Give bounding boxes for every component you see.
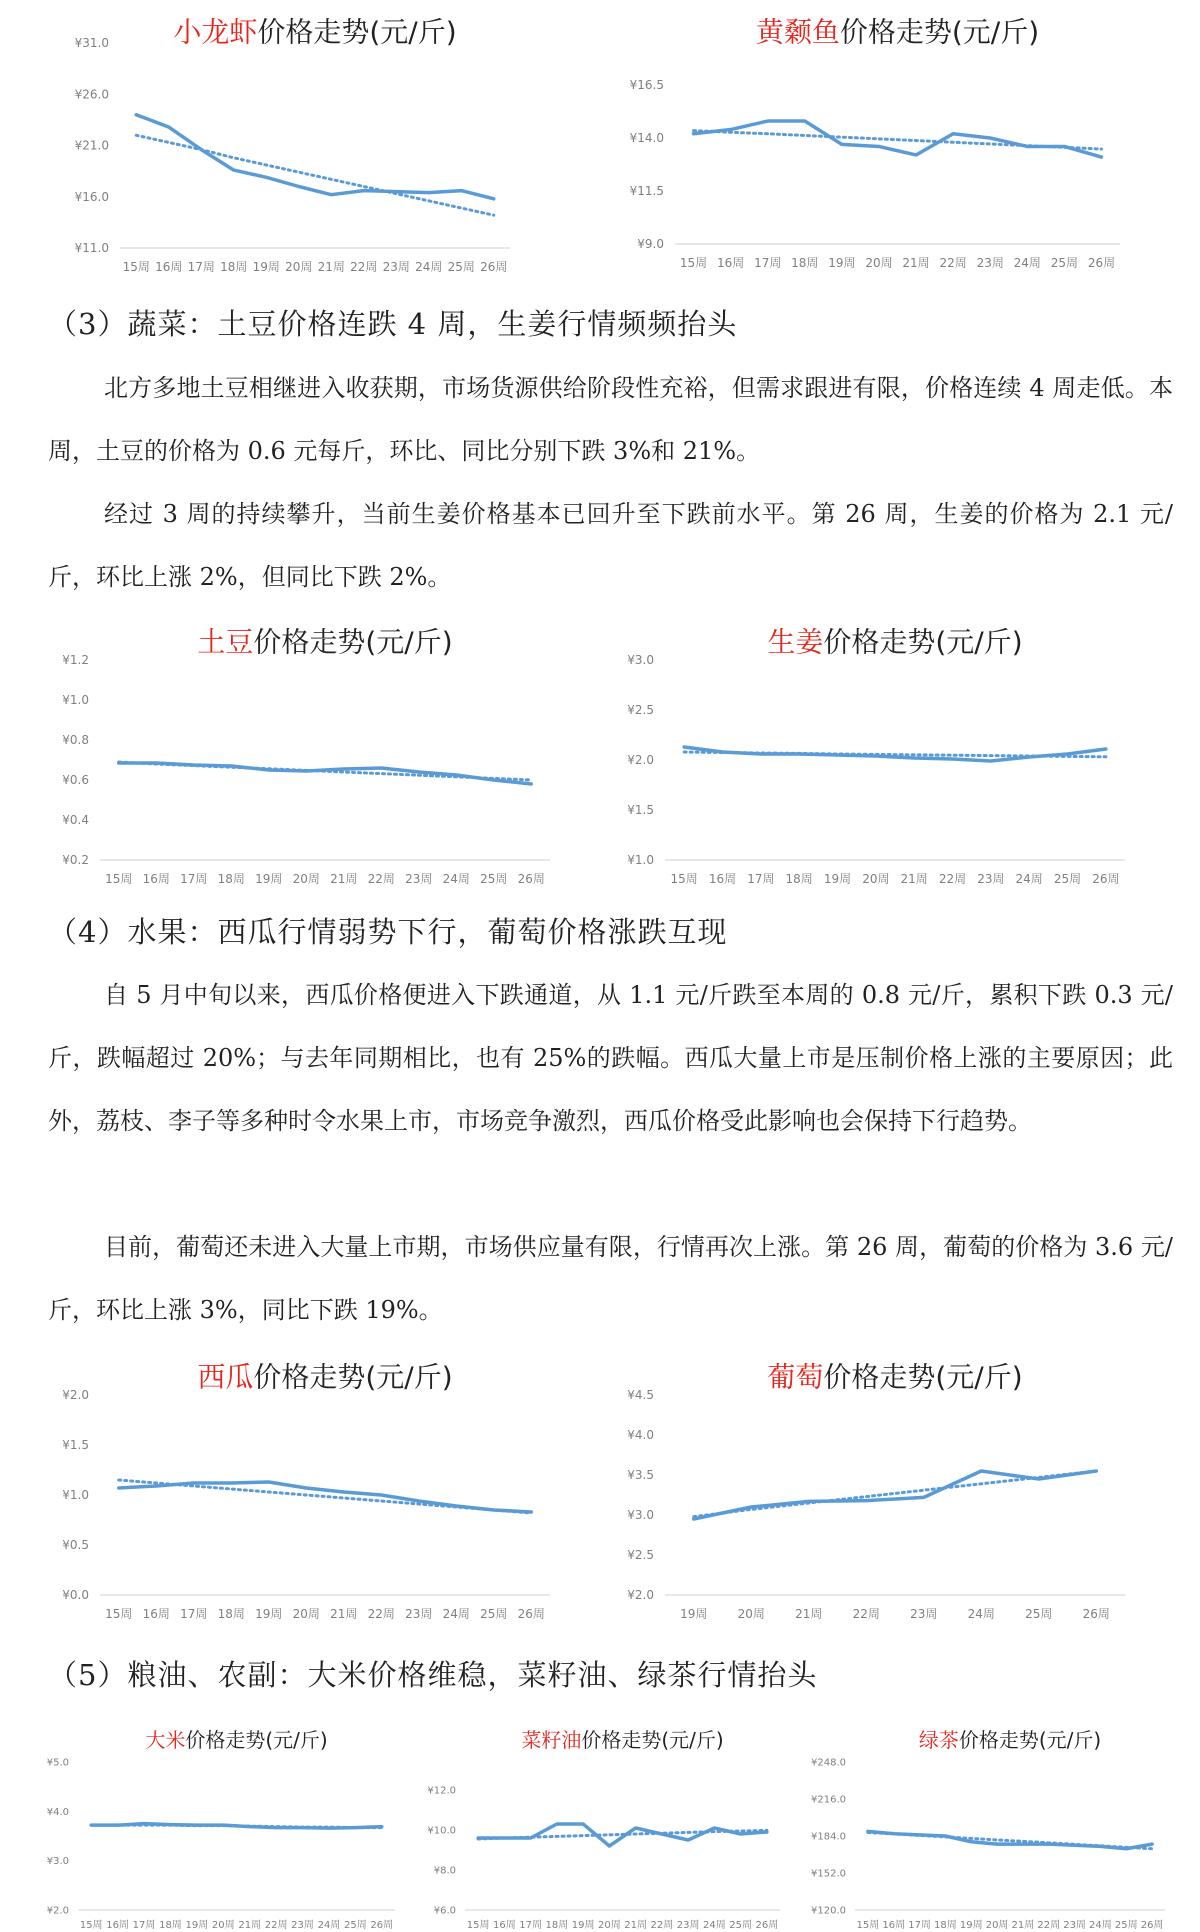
y-tick-label: ¥4.0 bbox=[46, 1806, 69, 1818]
chart-potato bbox=[0, 610, 560, 900]
y-tick-label: ¥3.0 bbox=[46, 1856, 69, 1868]
x-tick-label: 20周 bbox=[737, 1607, 765, 1621]
y-tick-label: ¥8.0 bbox=[433, 1865, 456, 1877]
y-tick-label: ¥2.5 bbox=[627, 703, 654, 718]
chart-title-rest: 价格走势(元/斤) bbox=[958, 1728, 1102, 1752]
x-tick-label: 19周 bbox=[255, 872, 283, 886]
chart-rice bbox=[0, 1720, 400, 1932]
x-tick-label: 25周 bbox=[480, 872, 508, 886]
y-tick-label: ¥0.2 bbox=[62, 853, 89, 868]
x-tick-label: 21周 bbox=[902, 256, 930, 270]
y-tick-label: ¥11.5 bbox=[629, 184, 664, 199]
y-tick-label: ¥0.4 bbox=[62, 813, 89, 828]
x-tick-label: 26周 bbox=[1140, 1920, 1164, 1931]
y-tick-label: ¥3.0 bbox=[627, 653, 654, 668]
x-tick-label: 16周 bbox=[493, 1920, 516, 1931]
x-tick-label: 20周 bbox=[211, 1920, 235, 1931]
x-tick-label: 22周 bbox=[1037, 1920, 1061, 1931]
x-tick-label: 21周 bbox=[795, 1607, 823, 1621]
chart-svg bbox=[610, 1345, 1200, 1635]
x-tick-label: 22周 bbox=[650, 1920, 674, 1931]
x-tick-label: 25周 bbox=[729, 1920, 752, 1931]
x-tick-label: 25周 bbox=[1025, 1607, 1053, 1621]
x-tick-label: 19周 bbox=[959, 1920, 983, 1931]
x-tick-label: 21周 bbox=[330, 872, 358, 886]
paragraph-grape: 目前，葡萄还未进入大量上市期，市场供应量有限，行情再次上涨。第 26 周，葡萄的价格为 3.6 元/斤，环比上涨 3%，同比下跌 19%。 bbox=[48, 1233, 1173, 1324]
chart-title bbox=[197, 625, 452, 658]
x-tick-label: 22周 bbox=[264, 1920, 288, 1931]
x-tick-label: 16周 bbox=[155, 260, 183, 274]
chart-svg bbox=[0, 1345, 560, 1635]
y-tick-label: ¥31.0 bbox=[74, 36, 109, 51]
x-tick-label: 24周 bbox=[1013, 256, 1041, 270]
chart-title-rest: 价格走势(元/斤) bbox=[839, 15, 1040, 49]
x-tick-label: 17周 bbox=[187, 260, 215, 274]
chart-watermelon bbox=[0, 1345, 560, 1635]
section-heading-grain: （5）粮油、农副：大米价格维稳，菜籽油、绿茶行情抬头 bbox=[48, 1658, 818, 1692]
y-tick-label: ¥2.0 bbox=[46, 1905, 69, 1917]
x-tick-label: 25周 bbox=[1114, 1920, 1138, 1931]
y-tick-label: ¥2.0 bbox=[627, 1588, 654, 1603]
y-tick-label: ¥5.0 bbox=[46, 1757, 69, 1769]
y-tick-label: ¥6.0 bbox=[433, 1905, 456, 1917]
x-tick-label: 24周 bbox=[1015, 872, 1043, 886]
x-tick-label: 24周 bbox=[442, 1607, 470, 1621]
chart-svg bbox=[610, 0, 1200, 290]
chart-title-rest: 价格走势(元/斤) bbox=[823, 1360, 1023, 1394]
x-tick-label: 26周 bbox=[1087, 256, 1116, 270]
x-tick-label: 15周 bbox=[670, 872, 698, 886]
x-tick-label: 15周 bbox=[122, 260, 150, 274]
y-tick-label: ¥120.0 bbox=[811, 1905, 846, 1917]
x-tick-label: 22周 bbox=[938, 872, 967, 886]
x-tick-label: 15周 bbox=[466, 1920, 490, 1931]
chart-title-highlight: 大米 bbox=[145, 1728, 186, 1752]
chart-title-rest: 价格走势(元/斤) bbox=[185, 1728, 328, 1752]
x-tick-label: 26周 bbox=[370, 1920, 394, 1931]
x-tick-label: 21周 bbox=[317, 260, 345, 274]
x-tick-label: 17周 bbox=[132, 1920, 156, 1931]
x-tick-label: 18周 bbox=[934, 1920, 957, 1931]
x-tick-label: 26周 bbox=[517, 1607, 545, 1621]
series-line bbox=[136, 115, 494, 199]
x-tick-label: 20周 bbox=[985, 1920, 1009, 1931]
section-heading-fruit: （4）水果：西瓜行情弱势下行，葡萄价格涨跌互现 bbox=[48, 915, 728, 949]
x-tick-label: 17周 bbox=[180, 1607, 208, 1621]
x-tick-label: 18周 bbox=[217, 1607, 245, 1621]
y-tick-label: ¥248.0 bbox=[811, 1757, 846, 1769]
x-tick-label: 17周 bbox=[180, 872, 208, 886]
x-tick-label: 16周 bbox=[716, 256, 745, 270]
x-tick-label: 25周 bbox=[480, 1607, 508, 1621]
x-tick-label: 18周 bbox=[159, 1920, 182, 1931]
x-tick-label: 16周 bbox=[106, 1920, 129, 1931]
x-tick-label: 20周 bbox=[285, 260, 313, 274]
x-tick-label: 21周 bbox=[900, 872, 928, 886]
chart-svg bbox=[610, 610, 1200, 900]
chart-title-rest: 价格走势(元/斤) bbox=[253, 1360, 453, 1394]
x-tick-label: 19周 bbox=[680, 1607, 708, 1621]
y-tick-label: ¥0.6 bbox=[62, 773, 89, 788]
x-tick-label: 24周 bbox=[967, 1607, 995, 1621]
chart-svg bbox=[0, 0, 560, 290]
y-tick-label: ¥1.0 bbox=[62, 1488, 89, 1503]
chart-title bbox=[145, 1728, 327, 1752]
chart-title bbox=[756, 15, 1039, 48]
x-tick-label: 23周 bbox=[1063, 1920, 1086, 1931]
x-tick-label: 19周 bbox=[185, 1920, 209, 1931]
y-tick-label: ¥152.0 bbox=[811, 1868, 846, 1880]
y-tick-label: ¥21.0 bbox=[74, 138, 109, 153]
chart-rapeseed-oil bbox=[400, 1720, 790, 1932]
paragraph-ginger: 经过 3 周的持续攀升，当前生姜价格基本已回升至下跌前水平。第 26 周，生姜的价格为 2.1 元/斤，环比上涨 2%，但同比下跌 2%。 bbox=[48, 500, 1173, 591]
chart-title bbox=[767, 1360, 1022, 1393]
x-tick-label: 18周 bbox=[545, 1920, 569, 1931]
x-tick-label: 25周 bbox=[344, 1920, 367, 1931]
y-tick-label: ¥10.0 bbox=[427, 1825, 456, 1837]
y-tick-label: ¥0.5 bbox=[62, 1538, 89, 1553]
y-tick-label: ¥1.2 bbox=[62, 653, 89, 668]
x-tick-label: 19周 bbox=[252, 260, 280, 274]
x-tick-label: 16周 bbox=[142, 1607, 170, 1621]
x-tick-label: 26周 bbox=[517, 872, 545, 886]
x-tick-label: 18周 bbox=[217, 872, 245, 886]
chart-title-highlight: 土豆 bbox=[197, 625, 254, 659]
trendline bbox=[136, 135, 494, 215]
x-tick-label: 22周 bbox=[350, 260, 378, 274]
x-tick-label: 19周 bbox=[828, 256, 856, 270]
x-tick-label: 21周 bbox=[624, 1920, 647, 1931]
x-tick-label: 22周 bbox=[367, 872, 395, 886]
y-tick-label: ¥1.5 bbox=[627, 803, 654, 818]
x-tick-label: 26周 bbox=[755, 1920, 779, 1931]
chart-title-highlight: 黄颡鱼 bbox=[755, 15, 840, 49]
chart-title-rest: 价格走势(元/斤) bbox=[823, 625, 1023, 659]
y-tick-label: ¥14.0 bbox=[629, 131, 664, 146]
chart-title-highlight: 生姜 bbox=[767, 625, 824, 659]
y-tick-label: ¥16.5 bbox=[629, 78, 664, 93]
x-tick-label: 18周 bbox=[785, 872, 813, 886]
x-tick-label: 21周 bbox=[1011, 1920, 1035, 1931]
y-tick-label: ¥2.5 bbox=[627, 1548, 654, 1563]
x-tick-label: 18周 bbox=[220, 260, 248, 274]
x-tick-label: 22周 bbox=[367, 1607, 395, 1621]
x-tick-label: 19周 bbox=[255, 1607, 283, 1621]
x-tick-label: 21周 bbox=[330, 1607, 358, 1621]
x-tick-label: 23周 bbox=[382, 260, 410, 274]
chart-title-rest: 价格走势(元/斤) bbox=[257, 15, 457, 49]
y-tick-label: ¥3.0 bbox=[627, 1508, 654, 1523]
chart-title bbox=[521, 1728, 723, 1752]
x-tick-label: 24周 bbox=[317, 1920, 341, 1931]
chart-title bbox=[173, 15, 456, 48]
chart-title-highlight: 葡萄 bbox=[767, 1360, 824, 1394]
x-tick-label: 15周 bbox=[105, 1607, 133, 1621]
x-tick-label: 20周 bbox=[292, 1607, 320, 1621]
x-tick-label: 24周 bbox=[1089, 1920, 1112, 1931]
x-tick-label: 23周 bbox=[910, 1607, 938, 1621]
series-line bbox=[478, 1824, 767, 1846]
y-tick-label: ¥1.5 bbox=[62, 1438, 89, 1453]
chart-title-highlight: 小龙虾 bbox=[173, 15, 258, 49]
y-tick-label: ¥0.8 bbox=[62, 733, 89, 748]
x-tick-label: 23周 bbox=[291, 1920, 314, 1931]
x-tick-label: 23周 bbox=[405, 1607, 433, 1621]
chart-title bbox=[919, 1728, 1101, 1752]
x-tick-label: 25周 bbox=[447, 260, 475, 274]
x-tick-label: 15周 bbox=[856, 1920, 880, 1931]
y-tick-label: ¥1.0 bbox=[62, 693, 89, 708]
y-tick-label: ¥4.5 bbox=[627, 1388, 654, 1403]
y-tick-label: ¥2.0 bbox=[62, 1388, 89, 1403]
x-tick-label: 16周 bbox=[882, 1920, 906, 1931]
x-tick-label: 24周 bbox=[703, 1920, 726, 1931]
chart-title bbox=[767, 625, 1022, 658]
x-tick-label: 19周 bbox=[823, 872, 852, 886]
x-tick-label: 23周 bbox=[977, 872, 1005, 886]
x-tick-label: 17周 bbox=[908, 1920, 931, 1931]
x-tick-label: 25周 bbox=[1053, 872, 1082, 886]
x-tick-label: 15周 bbox=[79, 1920, 103, 1931]
x-tick-label: 15周 bbox=[105, 872, 133, 886]
y-tick-label: ¥16.0 bbox=[74, 189, 109, 204]
chart-green-tea bbox=[790, 1720, 1200, 1932]
x-tick-label: 16周 bbox=[142, 872, 170, 886]
x-tick-label: 24周 bbox=[442, 872, 470, 886]
chart-title-highlight: 绿茶 bbox=[918, 1728, 959, 1752]
x-tick-label: 23周 bbox=[405, 872, 433, 886]
x-tick-label: 20周 bbox=[865, 256, 893, 270]
x-tick-label: 23周 bbox=[976, 256, 1004, 270]
chart-svg bbox=[790, 1720, 1200, 1932]
x-tick-label: 22周 bbox=[852, 1607, 880, 1621]
x-tick-label: 17周 bbox=[747, 872, 775, 886]
x-tick-label: 20周 bbox=[292, 872, 320, 886]
chart-title-rest: 价格走势(元/斤) bbox=[581, 1728, 724, 1752]
x-tick-label: 16周 bbox=[708, 872, 737, 886]
chart-title-highlight: 西瓜 bbox=[197, 1360, 254, 1394]
chart-crayfish bbox=[0, 0, 560, 290]
x-tick-label: 20周 bbox=[598, 1920, 621, 1931]
y-tick-label: ¥26.0 bbox=[74, 87, 109, 102]
paragraph-potato: 北方多地土豆相继进入收获期，市场货源供给阶段性充裕，但需求跟进有限，价格连续 4 周走低。本周，土豆的价格为 0.6 元每斤，环比、同比分别下跌 3%和 21%。 bbox=[48, 374, 1173, 465]
chart-title-rest: 价格走势(元/斤) bbox=[253, 625, 453, 659]
x-tick-label: 22周 bbox=[939, 256, 967, 270]
y-tick-label: ¥11.0 bbox=[74, 241, 109, 256]
x-tick-label: 20周 bbox=[862, 872, 890, 886]
x-tick-label: 24周 bbox=[415, 260, 443, 274]
x-tick-label: 26周 bbox=[1092, 872, 1120, 886]
x-tick-label: 15周 bbox=[679, 256, 708, 270]
x-tick-label: 26周 bbox=[1082, 1607, 1110, 1621]
chart-svg bbox=[0, 1720, 400, 1932]
series-line bbox=[694, 1471, 1097, 1519]
x-tick-label: 19周 bbox=[571, 1920, 595, 1931]
chart-title bbox=[197, 1360, 452, 1393]
y-tick-label: ¥2.0 bbox=[627, 753, 654, 768]
x-tick-label: 18周 bbox=[791, 256, 819, 270]
y-tick-label: ¥9.0 bbox=[637, 237, 664, 252]
section-heading-vegetables: （3）蔬菜：土豆价格连跌 4 周，生姜行情频频抬头 bbox=[48, 307, 738, 341]
x-tick-label: 17周 bbox=[754, 256, 782, 270]
chart-svg bbox=[400, 1720, 790, 1932]
y-tick-label: ¥12.0 bbox=[427, 1785, 456, 1797]
y-tick-label: ¥184.0 bbox=[811, 1831, 846, 1843]
chart-ginger bbox=[610, 610, 1200, 900]
chart-grape bbox=[610, 1345, 1200, 1635]
chart-yellow-catfish bbox=[610, 0, 1200, 290]
x-tick-label: 25周 bbox=[1050, 256, 1079, 270]
y-tick-label: ¥1.0 bbox=[627, 853, 654, 868]
y-tick-label: ¥3.5 bbox=[627, 1468, 654, 1483]
x-tick-label: 17周 bbox=[519, 1920, 542, 1931]
y-tick-label: ¥216.0 bbox=[811, 1794, 846, 1806]
chart-svg bbox=[0, 610, 560, 900]
y-tick-label: ¥4.0 bbox=[627, 1428, 654, 1443]
x-tick-label: 21周 bbox=[238, 1920, 262, 1931]
x-tick-label: 23周 bbox=[676, 1920, 700, 1931]
chart-title-highlight: 菜籽油 bbox=[521, 1728, 582, 1752]
paragraph-watermelon: 自 5 月中旬以来，西瓜价格便进入下跌通道，从 1.1 元/斤跌至本周的 0.8 元/斤，累积下跌 0.3 元/斤，跌幅超过 20%；与去年同期相比，也有 25%的跌幅。西瓜大量上市是压制价格上涨的主要原因；此外，荔枝、李子等多种时令水果上市，市场竞争激烈，西瓜价格受此影响也会保持下行趋势。 bbox=[48, 981, 1173, 1135]
y-tick-label: ¥0.0 bbox=[62, 1588, 89, 1603]
x-tick-label: 26周 bbox=[480, 260, 508, 274]
series-line bbox=[868, 1831, 1152, 1848]
